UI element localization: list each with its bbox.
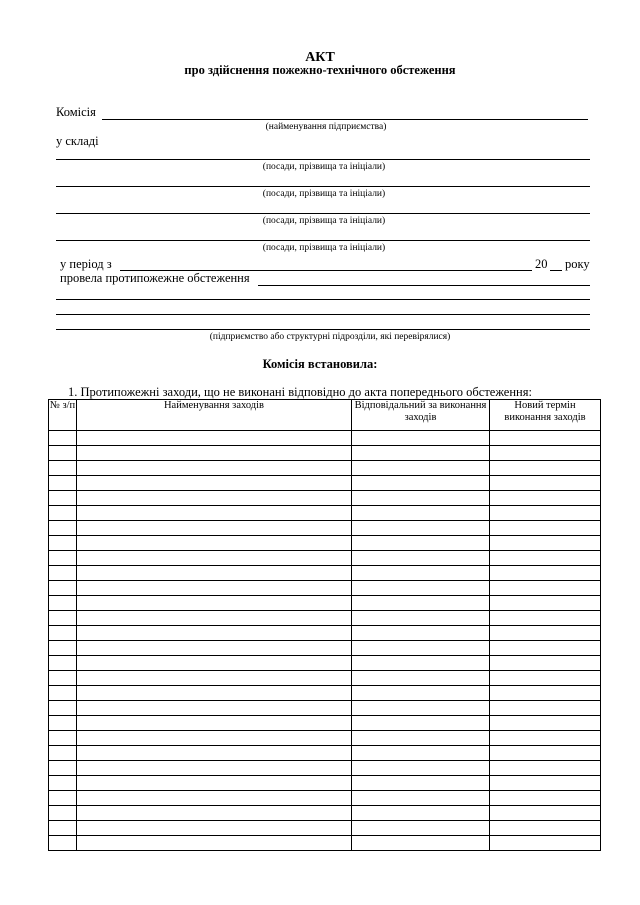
cell-responsible[interactable]: [352, 476, 490, 491]
table-row: [49, 461, 601, 476]
cell-responsible[interactable]: [352, 626, 490, 641]
cell-measure-name[interactable]: [77, 686, 352, 701]
cell-number[interactable]: [49, 836, 77, 851]
table-row: [49, 491, 601, 506]
cell-measure-name[interactable]: [77, 491, 352, 506]
cell-measure-name[interactable]: [77, 566, 352, 581]
member-fill-line-4[interactable]: [56, 240, 590, 241]
cell-new-deadline[interactable]: [490, 611, 601, 626]
cell-responsible[interactable]: [352, 671, 490, 686]
member-hint-4: (посади, прізвища та ініціали): [262, 243, 386, 253]
cell-measure-name[interactable]: [77, 776, 352, 791]
cell-number[interactable]: [49, 716, 77, 731]
table-row: [49, 536, 601, 551]
cell-responsible[interactable]: [352, 821, 490, 836]
year-prefix: 20: [535, 257, 548, 271]
cell-new-deadline[interactable]: [490, 446, 601, 461]
cell-new-deadline[interactable]: [490, 461, 601, 476]
cell-responsible[interactable]: [352, 701, 490, 716]
cell-new-deadline[interactable]: [490, 806, 601, 821]
cell-new-deadline[interactable]: [490, 731, 601, 746]
cell-measure-name[interactable]: [77, 836, 352, 851]
cell-new-deadline[interactable]: [490, 551, 601, 566]
table-row: [49, 431, 601, 446]
member-fill-line-2[interactable]: [56, 186, 590, 187]
table-row: [49, 611, 601, 626]
cell-number[interactable]: [49, 611, 77, 626]
table-row: [49, 641, 601, 656]
departments-hint: (підприємство або структурні підрозділи, які перевірялися): [209, 332, 451, 342]
cell-new-deadline[interactable]: [490, 641, 601, 656]
cell-number[interactable]: [49, 791, 77, 806]
cell-number[interactable]: [49, 641, 77, 656]
inspection-fill-line-3[interactable]: [56, 314, 590, 315]
table-row: [49, 836, 601, 851]
cell-number[interactable]: [49, 701, 77, 716]
table-row: [49, 671, 601, 686]
header-measure-name: Найменування заходів: [77, 400, 352, 431]
cell-number[interactable]: [49, 506, 77, 521]
inspection-fill-line-2[interactable]: [56, 299, 590, 300]
cell-responsible[interactable]: [352, 641, 490, 656]
cell-responsible[interactable]: [352, 461, 490, 476]
cell-new-deadline[interactable]: [490, 491, 601, 506]
year-suffix: року: [565, 257, 590, 271]
cell-measure-name[interactable]: [77, 536, 352, 551]
cell-new-deadline[interactable]: [490, 566, 601, 581]
cell-responsible[interactable]: [352, 521, 490, 536]
member-fill-line-3[interactable]: [56, 213, 590, 214]
cell-responsible[interactable]: [352, 536, 490, 551]
cell-responsible[interactable]: [352, 446, 490, 461]
table-row: [49, 446, 601, 461]
table-row: [49, 626, 601, 641]
cell-number[interactable]: [49, 626, 77, 641]
cell-new-deadline[interactable]: [490, 656, 601, 671]
cell-responsible[interactable]: [352, 791, 490, 806]
cell-measure-name[interactable]: [77, 521, 352, 536]
cell-measure-name[interactable]: [77, 701, 352, 716]
cell-new-deadline[interactable]: [490, 686, 601, 701]
cell-new-deadline[interactable]: [490, 431, 601, 446]
cell-number[interactable]: [49, 671, 77, 686]
cell-number[interactable]: [49, 761, 77, 776]
cell-number[interactable]: [49, 461, 77, 476]
cell-measure-name[interactable]: [77, 656, 352, 671]
cell-number[interactable]: [49, 731, 77, 746]
cell-measure-name[interactable]: [77, 746, 352, 761]
cell-responsible[interactable]: [352, 506, 490, 521]
table-row: [49, 551, 601, 566]
cell-measure-name[interactable]: [77, 581, 352, 596]
member-hint-2: (посади, прізвища та ініціали): [262, 189, 386, 199]
table-row: [49, 731, 601, 746]
table-row: [49, 806, 601, 821]
cell-measure-name[interactable]: [77, 626, 352, 641]
cell-number[interactable]: [49, 806, 77, 821]
member-fill-line-1[interactable]: [56, 159, 590, 160]
cell-measure-name[interactable]: [77, 716, 352, 731]
cell-number[interactable]: [49, 476, 77, 491]
cell-new-deadline[interactable]: [490, 746, 601, 761]
inspection-fill-line-1[interactable]: [258, 285, 590, 286]
cell-responsible[interactable]: [352, 566, 490, 581]
period-label: у період з: [60, 257, 112, 271]
cell-new-deadline[interactable]: [490, 836, 601, 851]
inspection-label: провела протипожежне обстеження: [60, 271, 250, 285]
table-row: [49, 821, 601, 836]
cell-measure-name[interactable]: [77, 806, 352, 821]
cell-new-deadline[interactable]: [490, 701, 601, 716]
cell-responsible[interactable]: [352, 836, 490, 851]
cell-number[interactable]: [49, 821, 77, 836]
cell-number[interactable]: [49, 521, 77, 536]
measures-table: [48, 399, 601, 851]
cell-responsible[interactable]: [352, 731, 490, 746]
cell-new-deadline[interactable]: [490, 821, 601, 836]
table-row: [49, 761, 601, 776]
cell-responsible[interactable]: [352, 656, 490, 671]
findings-heading: Комісія встановила:: [262, 357, 378, 371]
cell-measure-name[interactable]: [77, 791, 352, 806]
table-row: [49, 716, 601, 731]
cell-number[interactable]: [49, 491, 77, 506]
cell-responsible[interactable]: [352, 551, 490, 566]
header-new-deadline: Новий термін виконання заходів: [490, 400, 601, 431]
enterprise-hint: (найменування підприємства): [265, 122, 387, 132]
table-row: [49, 656, 601, 671]
composition-label: у складі: [56, 134, 99, 148]
cell-new-deadline[interactable]: [490, 521, 601, 536]
cell-new-deadline[interactable]: [490, 506, 601, 521]
cell-number[interactable]: [49, 776, 77, 791]
cell-number[interactable]: [49, 551, 77, 566]
cell-new-deadline[interactable]: [490, 581, 601, 596]
cell-measure-name[interactable]: [77, 641, 352, 656]
cell-responsible[interactable]: [352, 686, 490, 701]
cell-measure-name[interactable]: [77, 431, 352, 446]
cell-number[interactable]: [49, 656, 77, 671]
cell-responsible[interactable]: [352, 716, 490, 731]
commission-label: Комісія: [56, 105, 96, 119]
cell-new-deadline[interactable]: [490, 626, 601, 641]
table-row: [49, 581, 601, 596]
table-row: [49, 596, 601, 611]
table-row: [49, 506, 601, 521]
cell-responsible[interactable]: [352, 746, 490, 761]
cell-measure-name[interactable]: [77, 596, 352, 611]
inspection-fill-line-4[interactable]: [56, 329, 590, 330]
cell-responsible[interactable]: [352, 431, 490, 446]
cell-number[interactable]: [49, 746, 77, 761]
cell-new-deadline[interactable]: [490, 476, 601, 491]
member-hint-3: (посади, прізвища та ініціали): [262, 216, 386, 226]
cell-measure-name[interactable]: [77, 506, 352, 521]
cell-number[interactable]: [49, 446, 77, 461]
document-title: АКТ: [305, 50, 335, 65]
cell-responsible[interactable]: [352, 611, 490, 626]
cell-responsible[interactable]: [352, 491, 490, 506]
cell-measure-name[interactable]: [77, 821, 352, 836]
year-fill-line[interactable]: [550, 270, 562, 271]
cell-new-deadline[interactable]: [490, 716, 601, 731]
cell-number[interactable]: [49, 536, 77, 551]
cell-number[interactable]: [49, 566, 77, 581]
cell-responsible[interactable]: [352, 761, 490, 776]
table-row: [49, 701, 601, 716]
cell-number[interactable]: [49, 686, 77, 701]
cell-measure-name[interactable]: [77, 476, 352, 491]
header-responsible: Відповідальний за виконання заходів: [352, 400, 490, 431]
cell-number[interactable]: [49, 581, 77, 596]
table-row: [49, 791, 601, 806]
cell-measure-name[interactable]: [77, 446, 352, 461]
commission-fill-line[interactable]: [102, 119, 588, 120]
member-hint-1: (посади, прізвища та ініціали): [262, 162, 386, 172]
table-row: [49, 746, 601, 761]
cell-responsible[interactable]: [352, 776, 490, 791]
table-row: [49, 476, 601, 491]
cell-new-deadline[interactable]: [490, 791, 601, 806]
cell-measure-name[interactable]: [77, 551, 352, 566]
table-row: [49, 521, 601, 536]
table-row: [49, 776, 601, 791]
cell-measure-name[interactable]: [77, 611, 352, 626]
cell-new-deadline[interactable]: [490, 671, 601, 686]
cell-new-deadline[interactable]: [490, 596, 601, 611]
document-subtitle: про здійснення пожежно-технічного обстеження: [184, 63, 456, 77]
header-number: № з/п: [49, 400, 77, 431]
cell-measure-name[interactable]: [77, 461, 352, 476]
table-body: [49, 431, 601, 851]
cell-measure-name[interactable]: [77, 731, 352, 746]
cell-new-deadline[interactable]: [490, 776, 601, 791]
cell-measure-name[interactable]: [77, 761, 352, 776]
cell-number[interactable]: [49, 596, 77, 611]
table-header-row: [49, 400, 601, 431]
cell-responsible[interactable]: [352, 806, 490, 821]
cell-responsible[interactable]: [352, 596, 490, 611]
cell-number[interactable]: [49, 431, 77, 446]
section-1-text: 1. Протипожежні заходи, що не виконані відповідно до акта попереднього обстеження:: [68, 385, 532, 399]
cell-responsible[interactable]: [352, 581, 490, 596]
cell-new-deadline[interactable]: [490, 536, 601, 551]
table-row: [49, 686, 601, 701]
cell-measure-name[interactable]: [77, 671, 352, 686]
table-row: [49, 566, 601, 581]
cell-new-deadline[interactable]: [490, 761, 601, 776]
